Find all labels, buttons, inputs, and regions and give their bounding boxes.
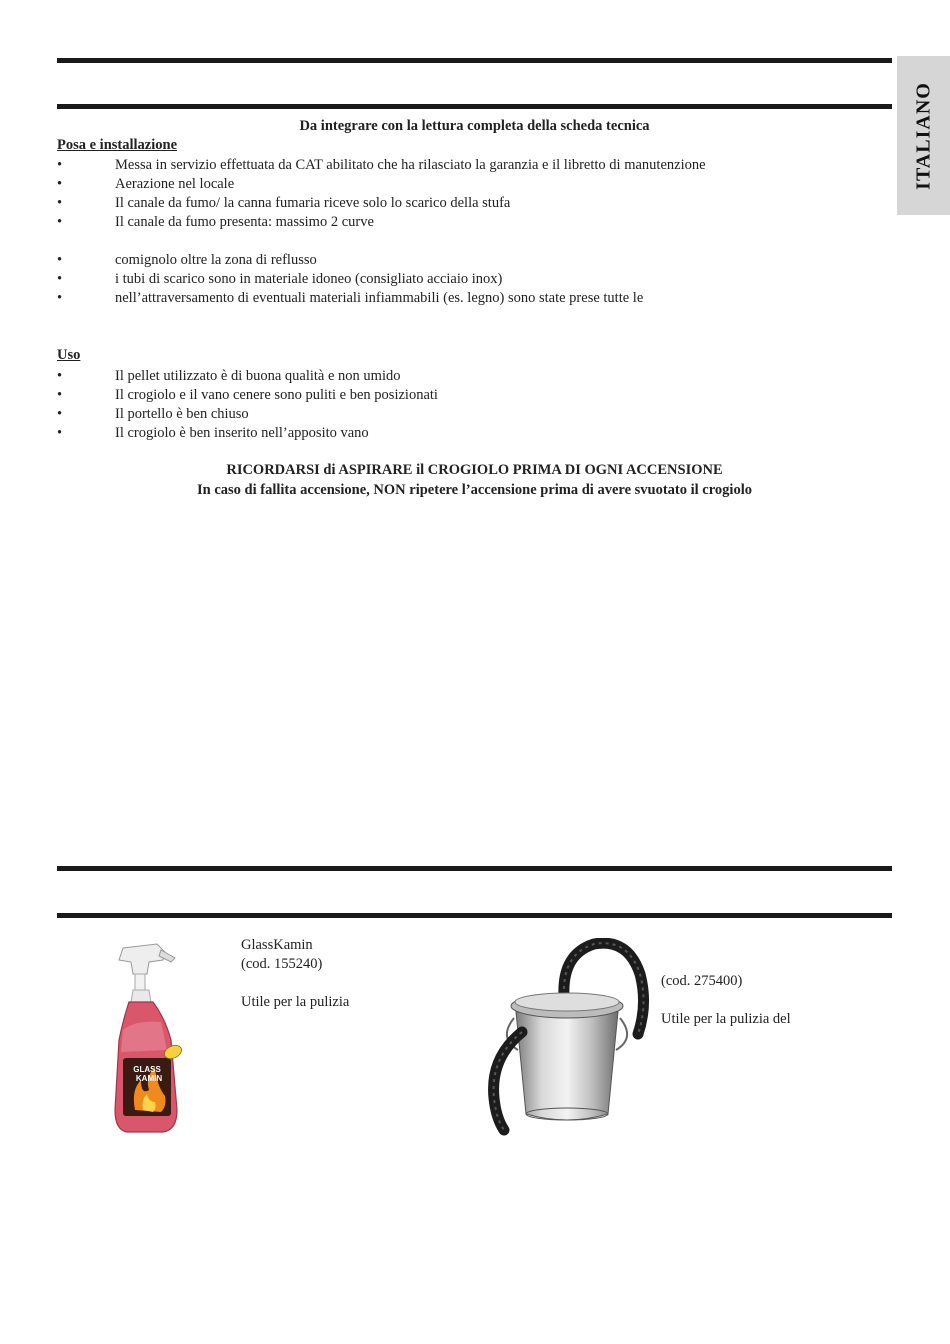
list-item: • nell’attraversamento di eventuali materiali infiammabili (es. legno) sono state prese tutte le <box>57 290 644 306</box>
list-item: • Il pellet utilizzato è di buona qualità e non umido <box>57 368 401 384</box>
list-item: • Il crogiolo è ben inserito nell’apposito vano <box>57 425 369 441</box>
glasskamin-info <box>241 936 349 1012</box>
glasskamin-desc: Utile per la pulizia <box>241 994 350 1010</box>
top-section-rule-lower <box>57 104 892 109</box>
bottom-section-rule-lower <box>57 913 892 918</box>
glasskamin-bottle-image <box>105 940 195 1136</box>
list-item: • Il canale da fumo/ la canna fumaria riceve solo lo scarico della stufa <box>57 195 511 211</box>
ash-vacuum-image <box>478 938 658 1138</box>
bottom-section-rule-upper <box>57 866 892 871</box>
language-tab-label: ITALIANO <box>912 81 934 190</box>
list-item: • i tubi di scarico sono in materiale idoneo (consigliato acciaio inox) <box>57 271 503 287</box>
warning-line-2: In caso di fallita accensione, NON ripetere l’accensione prima di avere svuotato il crogiolo <box>197 482 752 498</box>
list-item: • Il crogiolo e il vano cenere sono puliti e ben posizionati <box>57 387 438 403</box>
glasskamin-code: (cod. 155240) <box>241 956 323 972</box>
install-heading: Posa e installazione <box>57 137 178 153</box>
ash-vacuum-code: (cod. 275400) <box>661 973 743 989</box>
checklist-intro: Da integrare con la lettura completa della scheda tecnica <box>299 118 650 134</box>
list-item: • Il portello è ben chiuso <box>57 406 249 422</box>
list-item: • Aerazione nel locale <box>57 176 235 192</box>
ash-vacuum-info <box>661 972 791 1029</box>
list-item: • Il canale da fumo presenta: massimo 2 curve <box>57 214 374 230</box>
use-heading: Uso <box>57 347 81 363</box>
language-tab[interactable] <box>897 56 950 215</box>
list-item: • comignolo oltre la zona di reflusso <box>57 252 317 268</box>
list-item: • Messa in servizio effettuata da CAT abilitato che ha rilasciato la garanzia e il libretto di manutenzione <box>57 157 706 173</box>
ash-vacuum-desc: Utile per la pulizia del <box>661 1011 791 1027</box>
svg-text:KAMIN: KAMIN <box>135 1074 163 1083</box>
warning-line-1: RICORDARSI di ASPIRARE il CROGIOLO PRIMA DI OGNI ACCENSIONE <box>226 462 723 478</box>
install-list <box>57 156 877 308</box>
top-section-rule-upper <box>57 58 892 63</box>
glasskamin-name: GlassKamin <box>241 937 313 953</box>
bottle-logo-text: GLASS <box>133 1065 161 1074</box>
use-list <box>57 367 877 443</box>
